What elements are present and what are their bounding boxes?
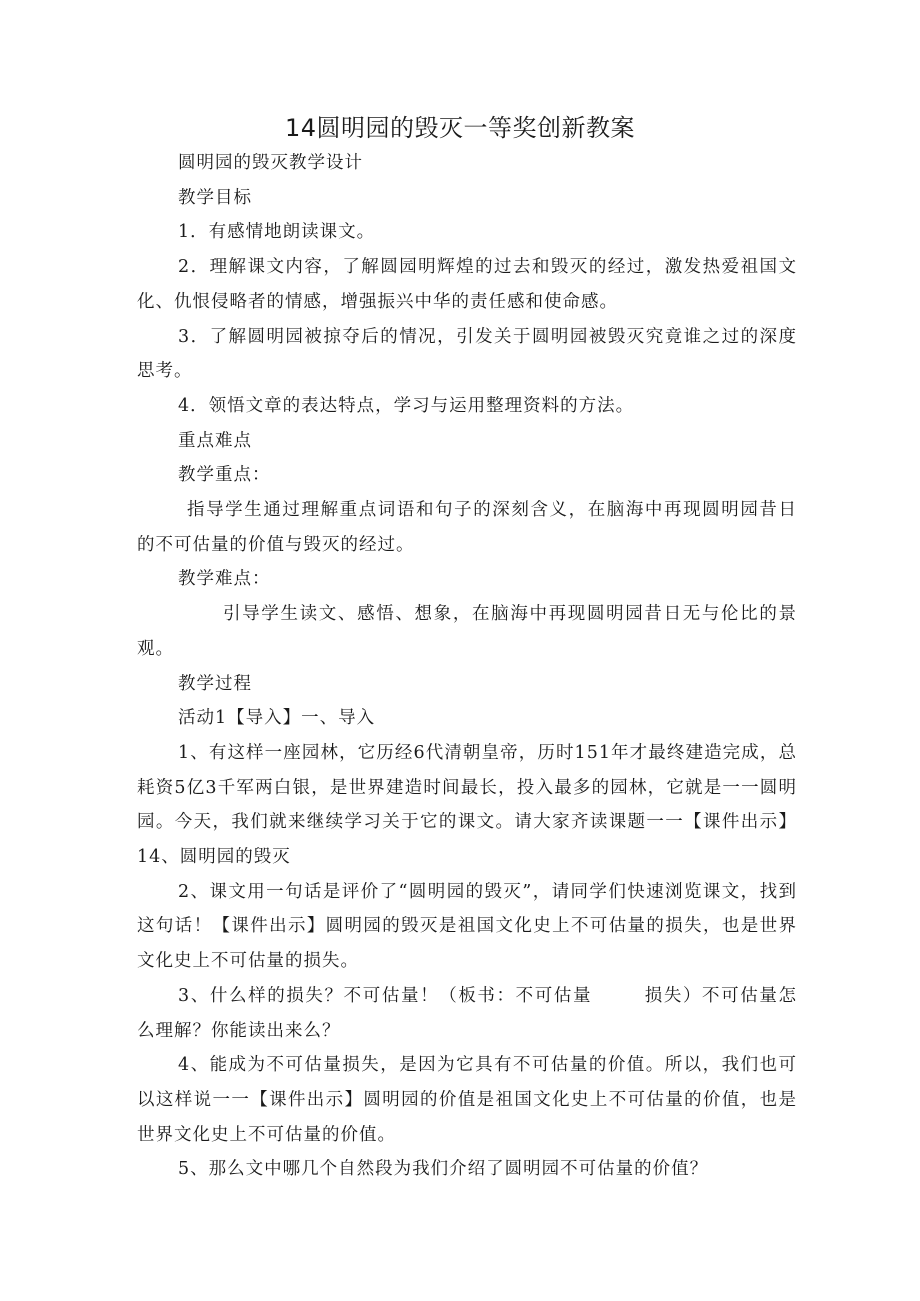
focus-label: 教学重点： [178, 465, 271, 486]
activity-heading: 活动1【导入】一、导入 [178, 708, 376, 729]
difficulty-label: 教学难点： [178, 569, 271, 590]
objective-item: 2．理解课文内容，了解圆园明辉煌的过去和毁灭的经过，激发热爱祖国文化、仇恨侵略者的情感，增强振兴中华的责任感和使命感。 [137, 257, 797, 312]
document-body [137, 146, 797, 1187]
key-points-heading: 重点难点 [178, 430, 252, 451]
process-step-5: 5、那么文中哪几个自然段为我们介绍了圆明园不可估量的价值？ [178, 1159, 709, 1180]
process-heading: 教学过程 [178, 673, 252, 694]
objective-item: 4．领悟文章的表达特点，学习与运用整理资料的方法。 [178, 395, 635, 416]
focus-text: 指导学生通过理解重点词语和句子的深刻含义，在脑海中再现圆明园昔日的不可估量的价值与毁灭的经过。 [137, 500, 797, 555]
objectives-heading: 教学目标 [178, 187, 252, 208]
step3-part-a: 3、什么样的损失？不可估量！（板书：不可估量 [178, 985, 593, 1006]
process-step-3 [137, 979, 797, 1048]
design-subtitle: 圆明园的毁灭教学设计 [178, 153, 363, 173]
step3-part-b: 损失）不可估量怎么理解？你能读出来么？ [137, 985, 798, 1041]
difficulty-text: 引导学生读文、感悟、想象，在脑海中再现圆明园昔日无与伦比的景观。 [137, 604, 797, 659]
process-step: 2、课文用一句话是评价了“圆明园的毁灭”，请同学们快速浏览课文，找到这句话！【课件出示】圆明园的毁灭是祖国文化史上不可估量的损失，也是世界文化史上不可估量的损失。 [137, 881, 797, 972]
document-title: 14圆明园的毁灭一等奖创新教案 [284, 114, 636, 142]
process-step: 1、有这样一座园林，它历经6代清朝皇帝，历时151年才最终建造完成，总耗资5亿3千军两白银，是世界建造时间最长，投入最多的园林，它就是一一圆明园。今天，我们就来继续学习关于它的课文。请大家齐读课题一一【课件出示】14、圆明园的毁灭 [137, 742, 797, 868]
objective-item: 1．有感情地朗读课文。 [178, 222, 376, 243]
process-step-4: 4、能成为不可估量损失，是因为它具有不可估量的价值。所以，我们也可以这样说一一【课件出示】圆明园的价值是祖国文化史上不可估量的价值，也是世界文化史上不可估量的价值。 [137, 1055, 797, 1145]
objective-item: 3．了解圆明园被掠夺后的情况，引发关于圆明园被毁灭究竟谁之过的深度思考。 [137, 326, 797, 382]
